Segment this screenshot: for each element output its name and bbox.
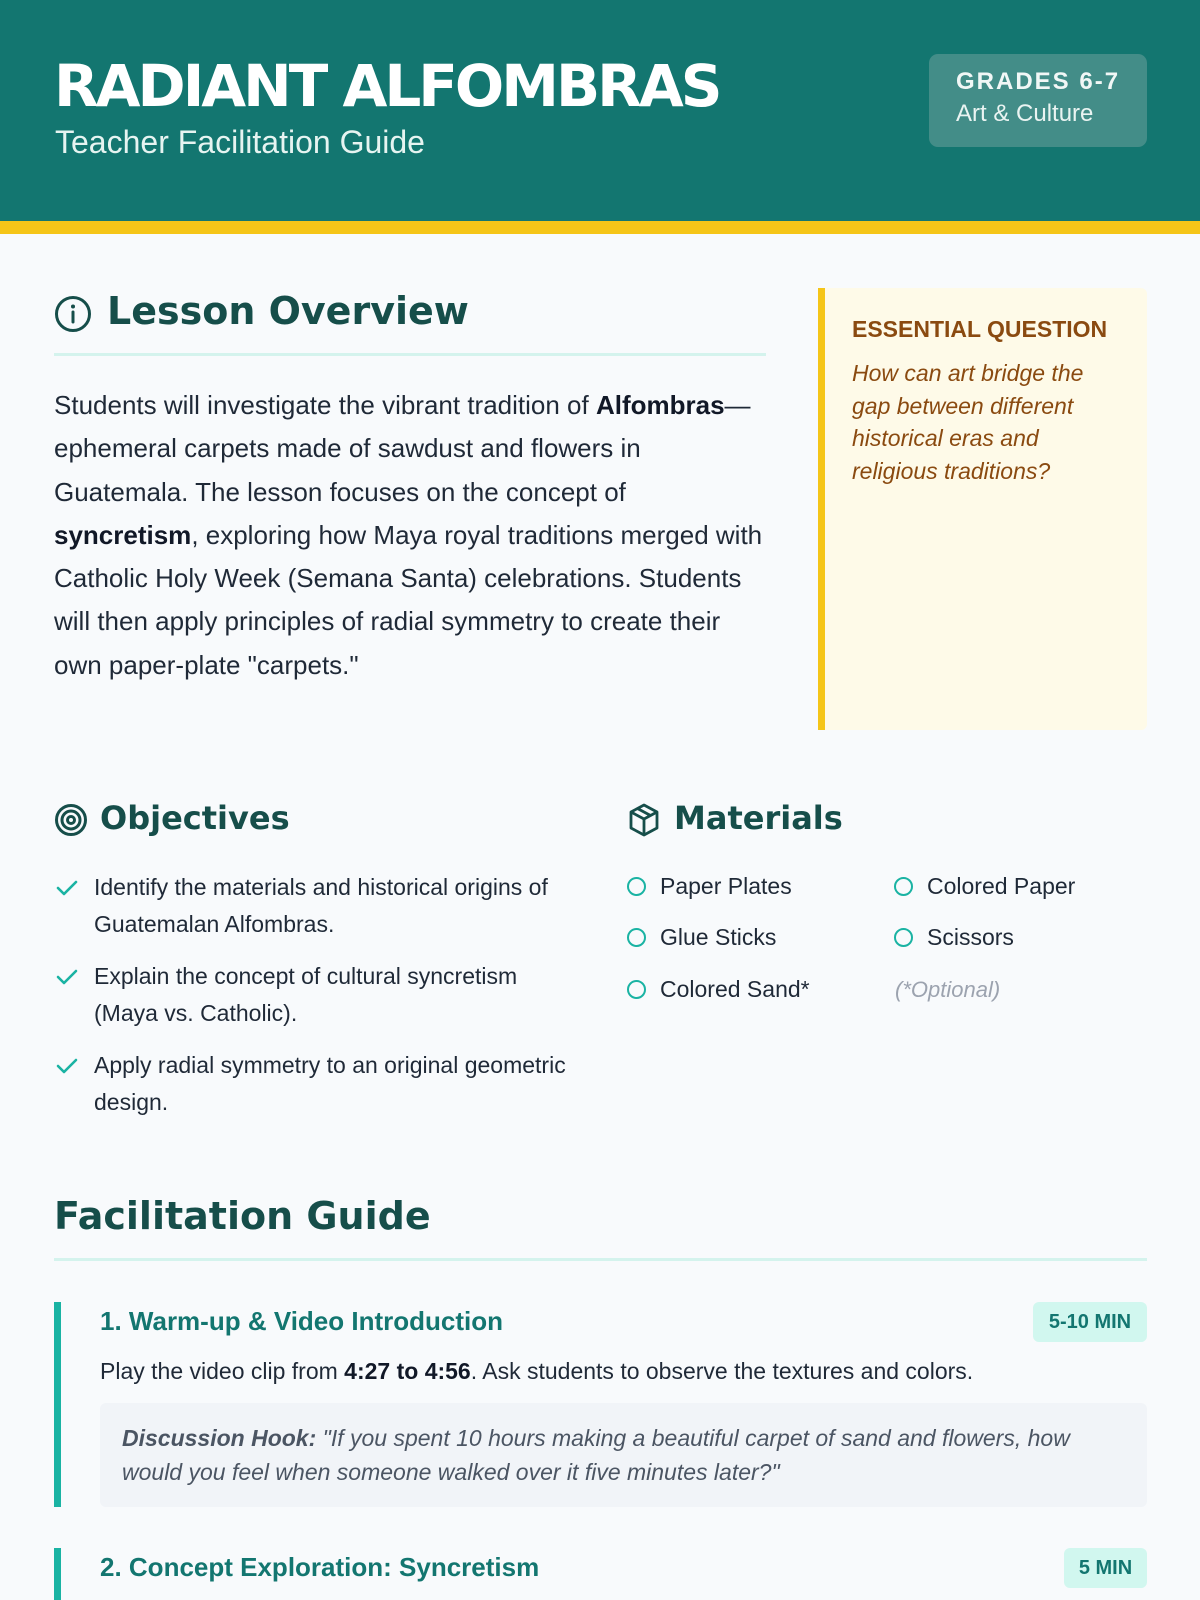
- target-icon: [54, 803, 88, 837]
- overview-text-part: Students will investigate the vibrant tradition of: [54, 390, 596, 420]
- overview-term-alfombras: Alfombras: [595, 390, 725, 420]
- discussion-hook-text: "If you spent 10 hours making a beautiful carpet of sand and flowers, how would you feel when someone walked over it five minutes later?": [122, 1425, 1070, 1485]
- step-1-timestamp: 4:27 to 4:56: [344, 1358, 471, 1384]
- objective-item: [54, 869, 574, 943]
- page-subtitle: Teacher Facilitation Guide: [55, 124, 425, 160]
- material-item: [627, 873, 792, 900]
- step-1-desc-text: . Ask students to observe the textures and colors.: [470, 1358, 974, 1384]
- overview-text-part: , exploring how Maya royal traditions merged with Catholic Holy Week (Semana Santa) celebrations. Students will then apply principles of radial symmetry to create their own paper-plate "carpets.": [54, 519, 763, 680]
- header-accent-stripe: [0, 221, 1200, 234]
- step-1-accent-bar: [54, 1302, 61, 1507]
- objectives-heading: Objectives: [100, 799, 290, 837]
- step-1-title: 1. Warm-up & Video Introduction: [100, 1306, 503, 1336]
- objective-text: Explain the concept of cultural syncretism (Maya vs. Catholic).: [94, 963, 518, 1026]
- grade-level: GRADES 6-7: [956, 68, 1121, 95]
- bullet-circle-icon: [627, 928, 646, 947]
- objective-text: Apply radial symmetry to an original geometric design.: [94, 1052, 566, 1115]
- bullet-circle-icon: [894, 928, 913, 947]
- overview-divider: [54, 353, 766, 356]
- overview-heading: Lesson Overview: [107, 289, 469, 333]
- material-label: Colored Paper: [927, 873, 1076, 899]
- info-circle-icon: [54, 295, 92, 333]
- objective-item: [54, 958, 574, 1032]
- facilitation-heading: Facilitation Guide: [54, 1194, 431, 1238]
- material-item: [627, 924, 776, 951]
- page-title: RADIANT ALFOMBRAS: [54, 52, 720, 120]
- box-icon: [628, 803, 660, 837]
- overview-text-part: —ephemeral carpets made of sawdust and flowers in Guatemala. The lesson focuses on the concept of: [54, 390, 751, 507]
- overview-term-syncretism: syncretism: [54, 519, 192, 550]
- bullet-circle-icon: [627, 877, 646, 896]
- essential-question-box: [818, 288, 1147, 730]
- material-item: [894, 873, 1075, 900]
- essential-question-label: ESSENTIAL QUESTION: [852, 316, 1108, 342]
- objective-item: [54, 1047, 574, 1121]
- material-label: Scissors: [927, 924, 1014, 950]
- check-icon: [56, 1057, 78, 1075]
- bullet-circle-icon: [894, 877, 913, 896]
- material-label: Paper Plates: [660, 873, 792, 899]
- objective-text: Identify the materials and historical origins of Guatemalan Alfombras.: [94, 874, 548, 937]
- step-2-title: 2. Concept Exploration: Syncretism: [100, 1552, 540, 1582]
- discussion-hook-box: [100, 1403, 1147, 1507]
- materials-heading: Materials: [674, 799, 843, 837]
- material-item: [627, 976, 810, 1003]
- facilitation-divider: [54, 1258, 1147, 1261]
- grade-badge: [929, 54, 1147, 147]
- materials-optional-note: (*Optional): [895, 977, 1001, 1002]
- step-1-desc-text: Play the video clip from: [100, 1358, 345, 1384]
- step-2-duration-badge: 5 MIN: [1064, 1548, 1147, 1588]
- material-label: Colored Sand*: [660, 976, 810, 1002]
- discussion-hook-label: Discussion Hook:: [122, 1425, 317, 1451]
- essential-question-text: How can art bridge the gap between different historical eras and religious traditions?: [852, 360, 1084, 484]
- overview-text: [54, 384, 774, 687]
- step-2-accent-bar: [54, 1548, 61, 1600]
- step-1-duration-badge: 5-10 MIN: [1033, 1302, 1147, 1342]
- check-icon: [56, 968, 78, 986]
- step-1-description: [100, 1358, 973, 1385]
- objectives-list: [54, 869, 574, 1136]
- subject-label: Art & Culture: [956, 100, 1094, 127]
- material-label: Glue Sticks: [660, 924, 777, 950]
- material-item: [894, 924, 1014, 951]
- bullet-circle-icon: [627, 980, 646, 999]
- check-icon: [56, 879, 78, 897]
